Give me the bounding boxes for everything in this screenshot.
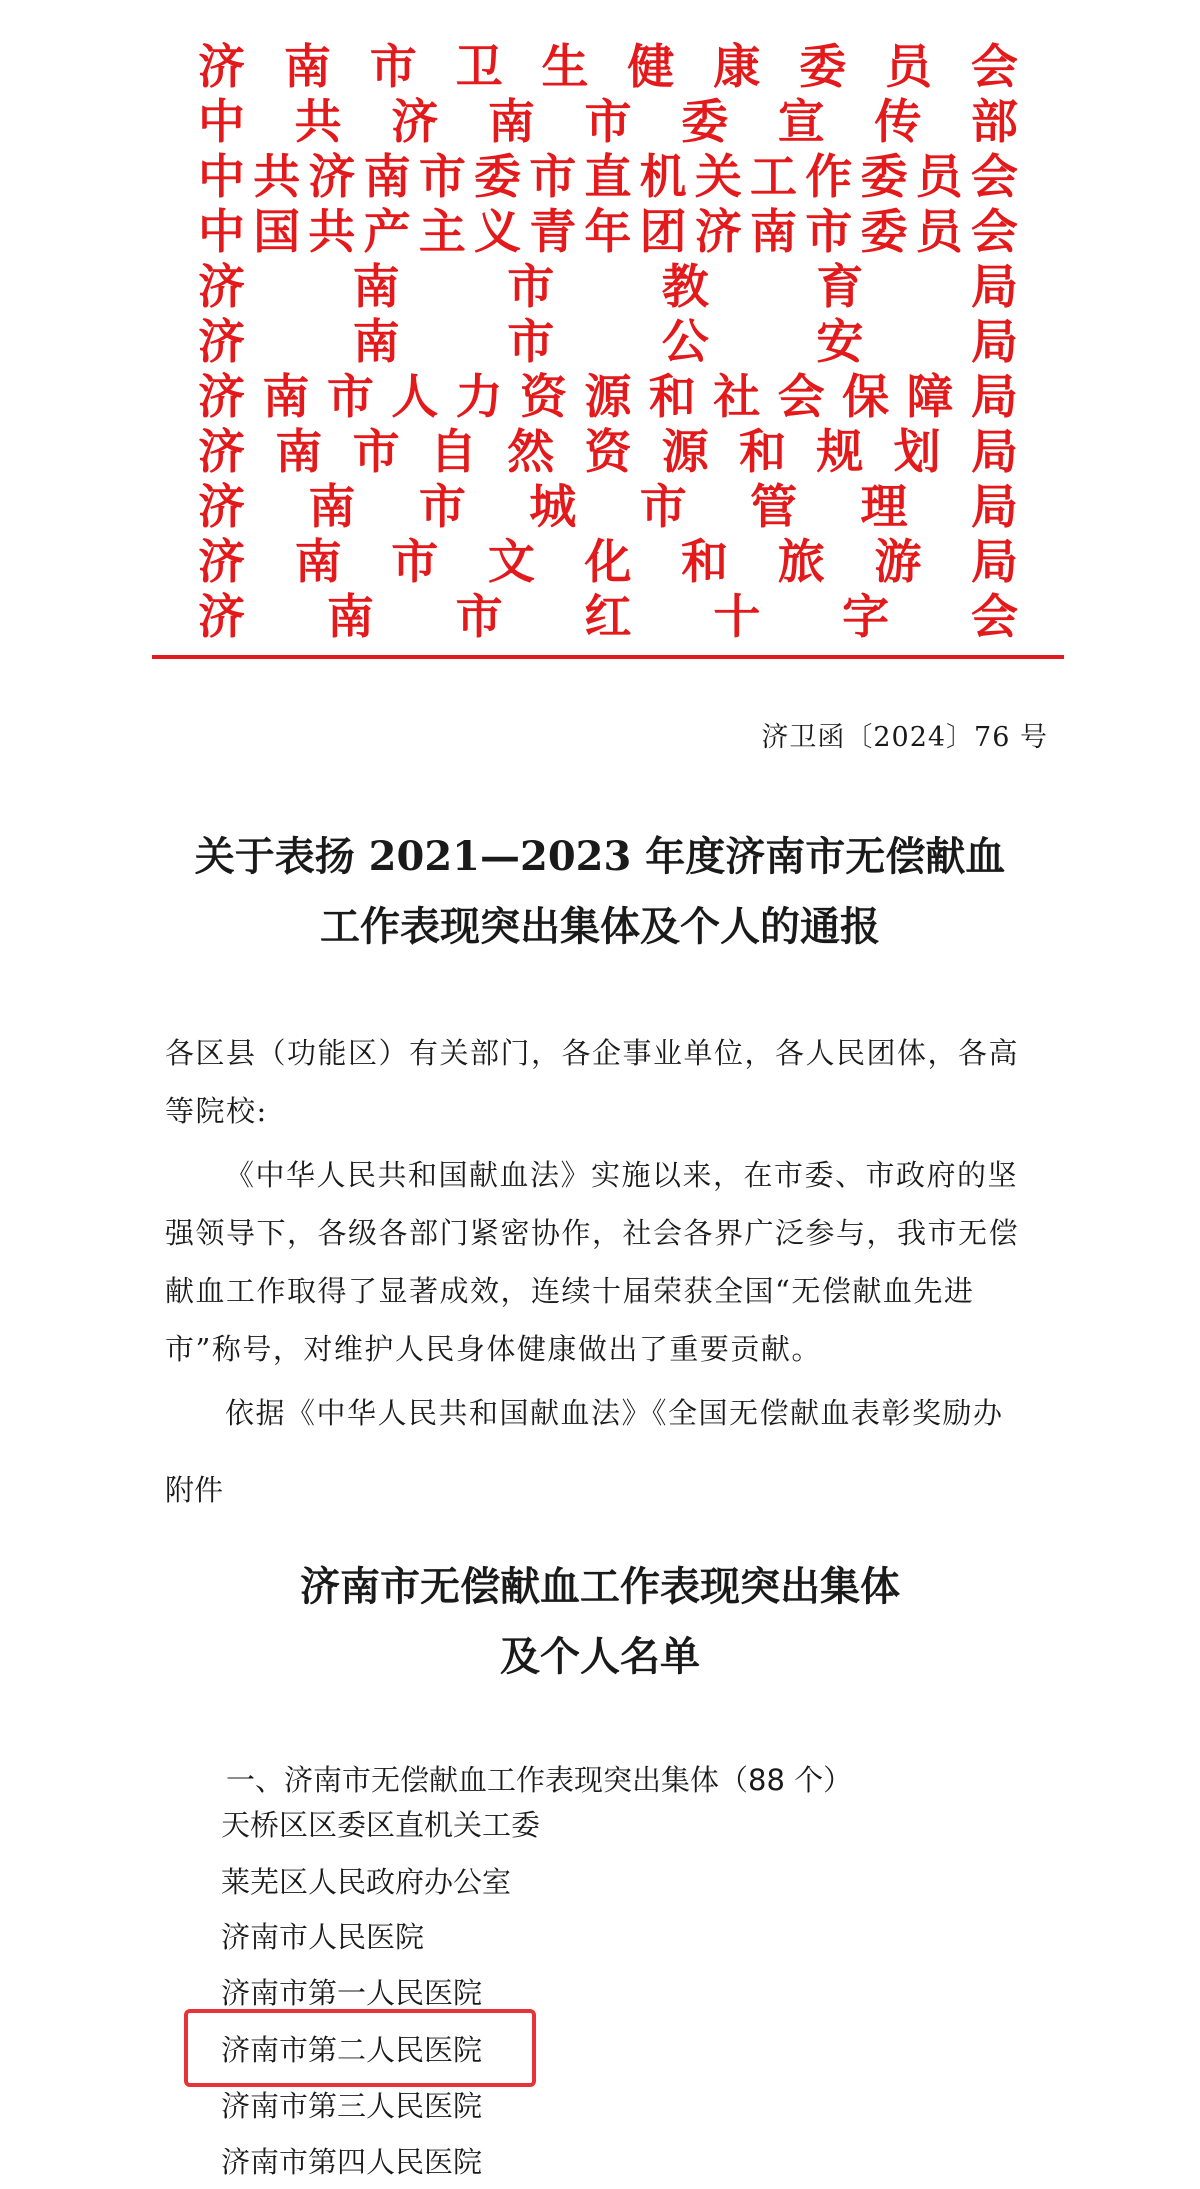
org-char: 共 <box>294 95 342 150</box>
highlight-box <box>184 2009 536 2087</box>
salutation: 各区县（功能区）有关部门，各企事业单位，各人民团体，各高等院校: <box>165 1036 1020 1128</box>
org-char: 保 <box>842 370 890 425</box>
org-char: 南 <box>487 95 535 150</box>
org-char: 主 <box>418 205 466 260</box>
org-char: 工 <box>750 150 798 205</box>
document-number: 济卫函〔2024〕76 号 <box>761 722 1048 753</box>
org-char: 南 <box>352 260 400 315</box>
org-char: 局 <box>970 370 1018 425</box>
org-char: 中 <box>198 150 245 205</box>
org-char: 规 <box>816 425 864 480</box>
org-line <box>198 317 1018 369</box>
org-char: 济 <box>198 40 245 95</box>
org-char: 力 <box>455 370 503 425</box>
org-char: 济 <box>198 260 245 315</box>
org-char: 资 <box>520 370 568 425</box>
org-char: 会 <box>970 205 1018 260</box>
org-char: 和 <box>739 425 787 480</box>
org-char: 局 <box>971 535 1018 590</box>
org-char: 南 <box>262 370 310 425</box>
org-char: 和 <box>648 370 696 425</box>
org-char: 青 <box>529 205 577 260</box>
org-char: 共 <box>253 150 301 205</box>
org-char: 局 <box>970 260 1018 315</box>
org-char: 济 <box>198 590 245 645</box>
org-char: 市 <box>507 260 555 315</box>
org-line <box>198 97 1018 149</box>
org-char: 南 <box>363 150 411 205</box>
org-char: 国 <box>253 205 301 260</box>
org-char: 文 <box>487 535 535 590</box>
org-char: 社 <box>713 370 761 425</box>
org-char: 济 <box>391 95 439 150</box>
org-char: 源 <box>661 425 709 480</box>
org-char: 划 <box>893 425 941 480</box>
org-char: 市 <box>584 95 632 150</box>
attachment-title-line1: 济南市无偿献血工作表现突出集体 <box>300 1563 900 1610</box>
org-char: 市 <box>418 480 466 535</box>
org-char: 南 <box>308 480 356 535</box>
org-char: 旅 <box>777 535 825 590</box>
org-char: 关 <box>694 150 742 205</box>
org-char: 市 <box>507 315 555 370</box>
org-char: 委 <box>860 205 908 260</box>
org-char: 济 <box>308 150 356 205</box>
org-char: 南 <box>326 590 374 645</box>
org-line <box>198 262 1018 314</box>
org-line <box>198 482 1018 534</box>
org-line <box>198 592 1018 644</box>
list-item: 莱芜区人民政府办公室 <box>221 1865 512 1899</box>
org-char: 市 <box>418 150 466 205</box>
org-char: 十 <box>713 590 761 645</box>
org-char: 市 <box>805 205 853 260</box>
list-item: 天桥区区委区直机关工委 <box>221 1808 541 1842</box>
org-char: 安 <box>816 315 864 370</box>
org-char: 局 <box>970 425 1018 480</box>
org-char: 会 <box>777 370 825 425</box>
org-char: 红 <box>584 590 632 645</box>
list-item: 济南市第三人民医院 <box>221 2089 483 2123</box>
org-char: 机 <box>639 150 687 205</box>
org-char: 年 <box>584 205 632 260</box>
org-char: 济 <box>198 370 245 425</box>
org-char: 委 <box>681 95 729 150</box>
org-char: 市 <box>369 40 417 95</box>
org-char: 市 <box>391 535 439 590</box>
org-char: 南 <box>352 315 400 370</box>
org-char: 人 <box>391 370 439 425</box>
org-char: 传 <box>874 95 922 150</box>
org-char: 员 <box>915 205 963 260</box>
org-char: 生 <box>541 40 589 95</box>
org-char: 委 <box>860 150 908 205</box>
org-char: 济 <box>198 425 245 480</box>
org-char: 化 <box>584 535 632 590</box>
org-char: 教 <box>661 260 709 315</box>
org-char: 作 <box>805 150 853 205</box>
org-char: 产 <box>363 205 411 260</box>
org-char: 济 <box>198 480 245 535</box>
document-title-line1: 关于表扬 2021—2023 年度济南市无偿献血 <box>194 833 1006 880</box>
org-char: 员 <box>915 150 963 205</box>
org-char: 济 <box>198 535 245 590</box>
org-char: 自 <box>429 425 477 480</box>
org-char: 康 <box>713 40 761 95</box>
org-char: 义 <box>474 205 522 260</box>
org-line <box>198 207 1018 259</box>
list-item-highlighted: 济南市第二人民医院 <box>221 2033 483 2067</box>
org-char: 济 <box>198 315 245 370</box>
org-char: 理 <box>860 480 908 535</box>
document-title-line2: 工作表现突出集体及个人的通报 <box>320 903 880 950</box>
org-char: 市 <box>639 480 687 535</box>
org-char: 游 <box>874 535 922 590</box>
org-line <box>198 372 1018 424</box>
org-char: 中 <box>198 95 245 150</box>
list-item: 济南市第四人民医院 <box>221 2145 483 2179</box>
org-char: 部 <box>971 95 1018 150</box>
org-char: 资 <box>584 425 632 480</box>
org-char: 员 <box>885 40 932 95</box>
list-item: 济南市人民医院 <box>221 1920 425 1954</box>
org-char: 共 <box>308 205 356 260</box>
org-line <box>198 427 1018 479</box>
org-char: 市 <box>326 370 374 425</box>
org-char: 和 <box>681 535 729 590</box>
org-char: 南 <box>283 40 331 95</box>
org-char: 市 <box>352 425 400 480</box>
body-paragraph-truncated: 依据《中华人民共和国献血法》《全国无偿献血表彰奖励办 <box>225 1396 1004 1430</box>
org-char: 南 <box>294 535 342 590</box>
org-char: 市 <box>529 150 577 205</box>
org-line <box>198 42 1018 94</box>
list-item: 济南市第一人民医院 <box>221 1976 483 2010</box>
attachment-label: 附件 <box>165 1473 224 1507</box>
org-char: 公 <box>661 315 709 370</box>
org-char: 城 <box>529 480 577 535</box>
org-char: 会 <box>970 150 1018 205</box>
org-line <box>198 152 1018 204</box>
attachment-title-line2: 及个人名单 <box>500 1633 700 1680</box>
org-char: 南 <box>275 425 323 480</box>
org-char: 然 <box>507 425 555 480</box>
org-char: 健 <box>627 40 675 95</box>
body-paragraph: 《中华人民共和国献血法》实施以来，在市委、市政府的坚强领导下，各级各部门紧密协作，社会各界广泛参与，我市无偿献血工作取得了显著成效，连续十届荣获全国“无偿献血先进市”称号，对维护人民身体健康做出了重要贡献。 <box>165 1158 1020 1366</box>
org-char: 委 <box>799 40 847 95</box>
org-line <box>198 537 1018 589</box>
org-char: 团 <box>639 205 687 260</box>
org-char: 障 <box>906 370 954 425</box>
org-char: 局 <box>970 315 1018 370</box>
org-char: 济 <box>694 205 742 260</box>
org-char: 卫 <box>455 40 503 95</box>
section-heading: 一、济南市无偿献血工作表现突出集体（88 个） <box>226 1763 853 1797</box>
org-char: 市 <box>455 590 503 645</box>
org-char: 中 <box>198 205 245 260</box>
org-char: 宣 <box>777 95 825 150</box>
org-char: 管 <box>750 480 798 535</box>
org-char: 南 <box>750 205 798 260</box>
org-char: 会 <box>970 590 1018 645</box>
org-char: 育 <box>816 260 864 315</box>
org-char: 局 <box>970 480 1018 535</box>
org-char: 直 <box>584 150 632 205</box>
org-char: 字 <box>842 590 890 645</box>
org-char: 源 <box>584 370 632 425</box>
letterhead-divider <box>152 655 1064 659</box>
org-char: 会 <box>970 40 1018 95</box>
org-char: 委 <box>474 150 522 205</box>
